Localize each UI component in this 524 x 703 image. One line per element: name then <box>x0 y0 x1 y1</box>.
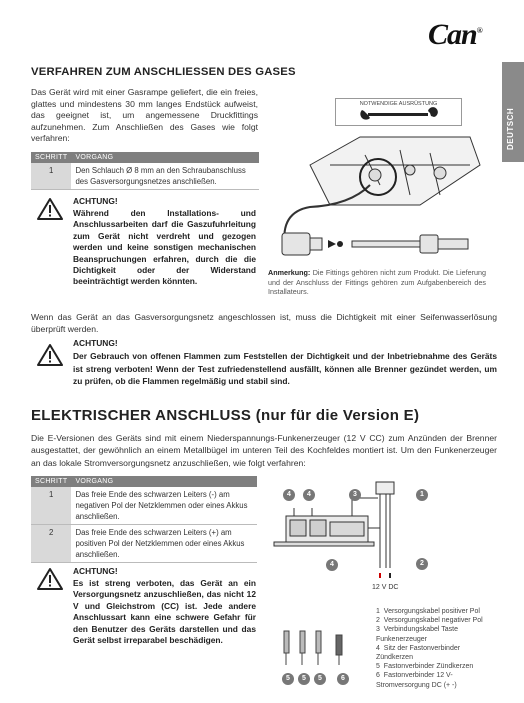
fitting-note-label: Anmerkung: <box>268 268 311 277</box>
table-header-action: VORGANG <box>71 152 259 163</box>
flame-warning-text: Der Gebrauch von offenen Flammen zum Feststellen der Dichtigkeit und der Inbetriebnahme des Geräts ist streng verboten! Wenn der Test zufriedenstellend ausfällt, können alle Brenner gezündet werden, um zu prüfen, ob die Flammen regelmäßig und stabil sind. <box>73 351 497 387</box>
voltage-label: 12 V DC <box>372 584 399 591</box>
language-tab-label: DEUTSCH <box>506 107 515 150</box>
fitting-note <box>268 268 486 297</box>
legend-item: 3 Verbindungskabel Taste Funkenerzeuger <box>376 626 459 643</box>
step-number: 1 <box>31 487 71 525</box>
voltage-warning-text: Es ist streng verboten, das Gerät an ein Versorgungsnetz anzuschließen, das nicht 12 V und Gleichstrom (CC) ist. Jede andere Anschlussart kann eine schwere Gefahr für den Benutzer des Geräts darstellen und das Gerät selbst irreparabel beschädigen. <box>73 578 256 646</box>
step-text: Das freie Ende des schwarzen Leiters (+) am positiven Pol der Netzklemmen oder eines Akkus anschließen. <box>71 525 257 563</box>
electrical-section-title: ELEKTRISCHER ANSCHLUSS (nur für die Version E) <box>31 407 420 424</box>
callout-3: 3 <box>349 489 361 501</box>
electrical-intro-text: Die E-Versionen des Geräts sind mit einem Niederspannungs-Funkenerzeuger (12 V CC) zum Anzünden der Brenner ausgestattet, der gewöhnlich an einem Metallbügel im unteren Teil des Kochfeldes montiert ist. Um den Funkenerzeuger an das lokale Stromversorgungsnetz anzuschließen, wie folgt verfahren: <box>31 433 497 468</box>
electrical-steps-table <box>31 476 257 563</box>
legend-item: 5 Fastonverbinder Zündkerzen <box>376 663 474 671</box>
table-header-row <box>31 476 257 487</box>
warning-icon <box>37 567 63 591</box>
equipment-box <box>335 98 462 126</box>
gas-intro-text: Das Gerät wird mit einer Gasrampe geliefert, die ein freies, glattes und mindestens 30 mm langes Endstück aufweist, das geeignet ist, um angemessene Druckfittings aufzunehmen. Zum Anschließen des Gases wie folgt verfahren: <box>31 87 258 144</box>
gas-warning-text: Während den Installations- und Anschlussarbeiten darf die Gaszufuhrleitung zum Gerät nicht verdreht und gezogen werden und keine sonstigen mechanischen Beanspruchungen erfahren, durch die die Dichtigkeit oder der Widerstand beeinträchtigt werden könnten. <box>73 208 256 287</box>
gas-connection-illustration <box>270 125 496 270</box>
legend-item: 2 Versorgungskabel negativer Pol <box>376 617 483 625</box>
gas-section-title: VERFAHREN ZUM ANSCHLIESSEN DES GASES <box>31 66 296 78</box>
legend-item: 4 Sitz der Fastonverbinder Zündkerzen <box>376 644 461 662</box>
callout-5: 5 <box>282 673 294 685</box>
voltage-warning-title: ACHTUNG! <box>73 566 118 576</box>
fitting-note-text: Die Fittings gehören nicht zum Produkt. Die Lieferung und der Anschluss der Fittings gehören zum Aufgabenbereich des Installateurs. <box>268 268 486 296</box>
warning-icon <box>37 197 63 221</box>
leak-test-text: Wenn das Gerät an das Gasversorgungsnetz angeschlossen ist, muss die Dichtigkeit mit einer Seifenwasserlösung überprüft werden. <box>31 312 497 335</box>
callout-2: 2 <box>416 558 428 570</box>
table-header-step: SCHRITT <box>31 476 71 487</box>
table-row <box>31 163 259 190</box>
table-header-row <box>31 152 259 163</box>
equipment-label: NOTWENDIGE AUSRÜSTUNG <box>359 101 438 107</box>
callout-4: 4 <box>303 489 315 501</box>
step-number: 2 <box>31 525 71 563</box>
table-header-action: VORGANG <box>71 476 257 487</box>
table-row <box>31 525 257 563</box>
legend-item: 6 Fastonverbinder 12 V-Stromversorgung DC (+ -) <box>376 672 457 689</box>
callout-1: 1 <box>416 489 428 501</box>
step-text: Das freie Ende des schwarzen Leiters (-) am negativen Pol der Netzklemmen oder eines Akkus anschließen. <box>71 487 257 525</box>
legend-item: 1 Versorgungskabel positiver Pol <box>376 608 480 615</box>
faston-connectors-illustration <box>278 625 358 673</box>
gas-steps-table <box>31 152 259 190</box>
brand-logo: Can® <box>428 18 482 51</box>
gas-warning-title: ACHTUNG! <box>73 196 118 206</box>
language-tab <box>502 62 524 162</box>
step-text: Den Schlauch Ø 8 mm an den Schraubanschluss des Gasversorgungsnetzes anschließen. <box>71 163 259 190</box>
step-number: 1 <box>31 163 71 190</box>
table-header-step: SCHRITT <box>31 152 71 163</box>
warning-icon <box>37 343 63 367</box>
diagram-legend <box>376 607 498 690</box>
callout-4: 4 <box>326 559 338 571</box>
callout-4: 4 <box>283 489 295 501</box>
callout-5: 5 <box>298 673 310 685</box>
wrench-icon <box>336 107 461 121</box>
callout-6: 6 <box>337 673 349 685</box>
flame-warning-title: ACHTUNG! <box>73 338 118 348</box>
callout-5: 5 <box>314 673 326 685</box>
table-row <box>31 487 257 525</box>
